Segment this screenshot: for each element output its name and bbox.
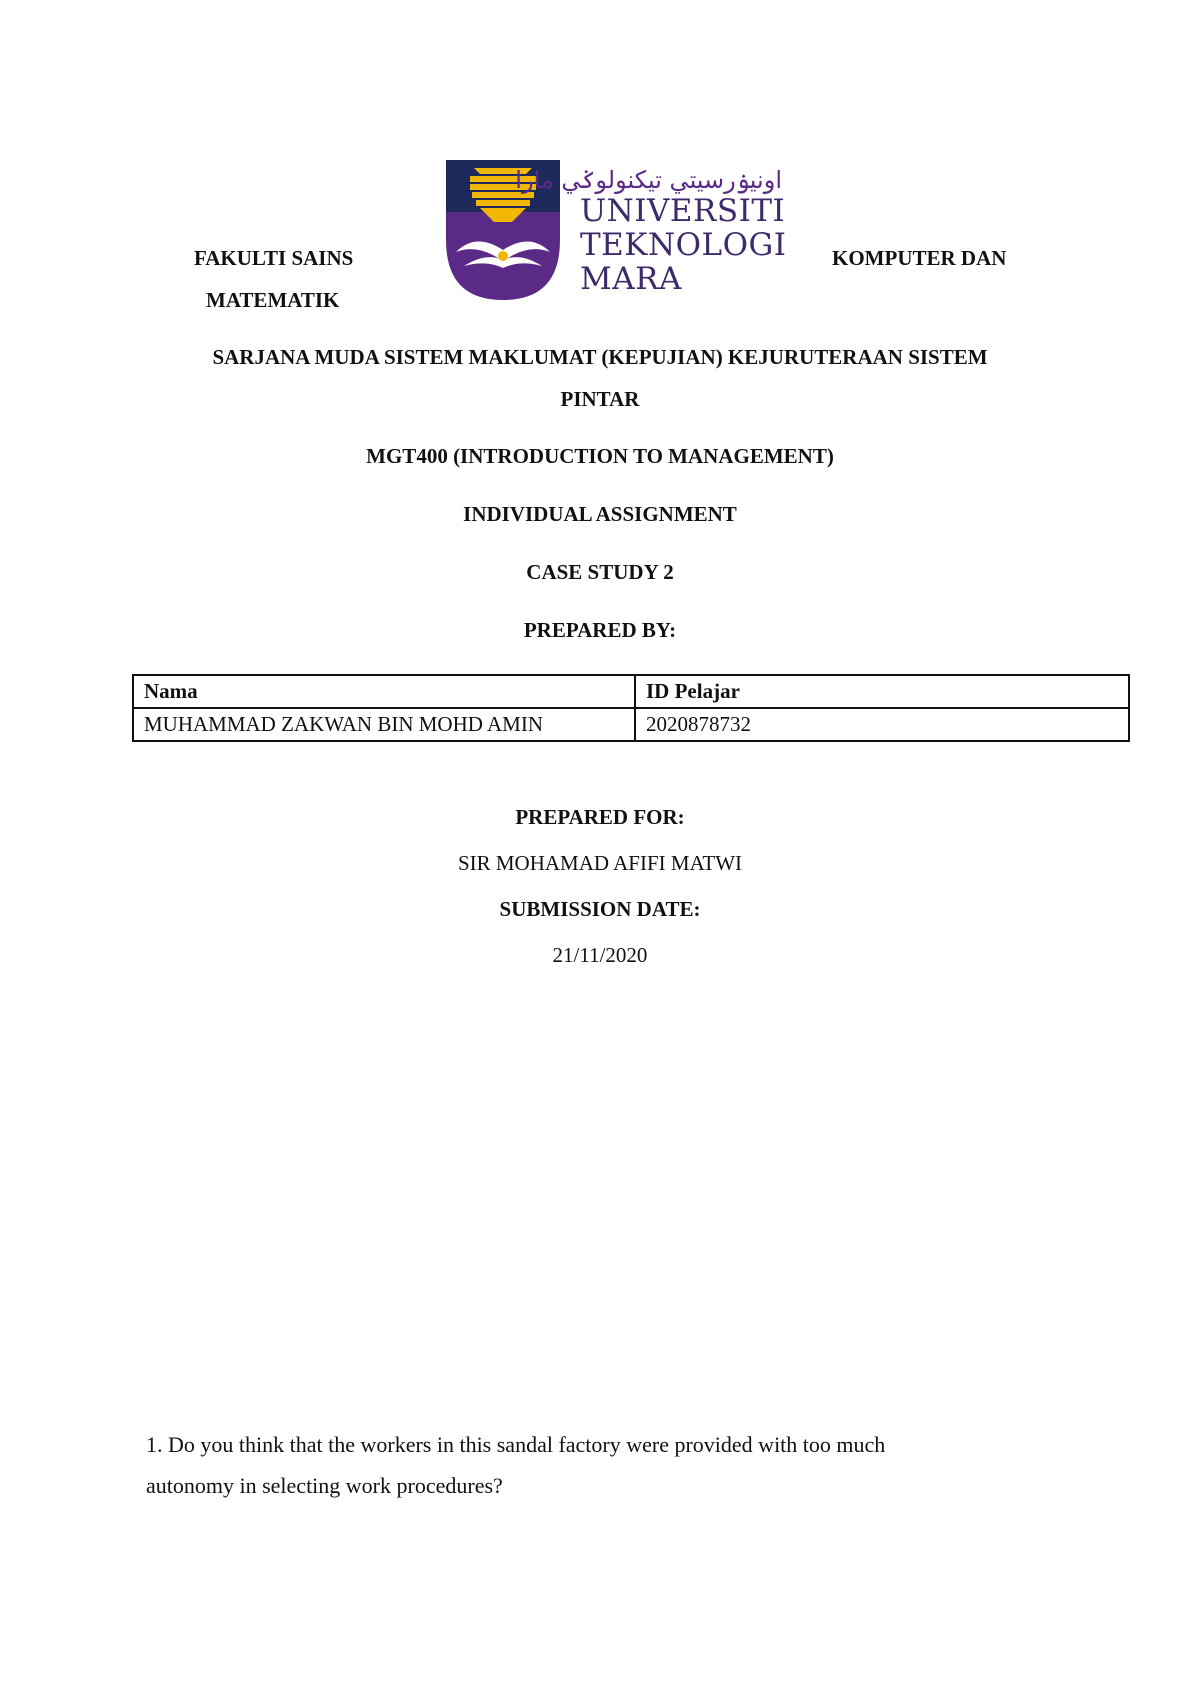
prepared-for-label: PREPARED FOR:	[515, 805, 685, 829]
faculty-name-part3: MATEMATIK	[206, 288, 340, 312]
student-name-cell: MUHAMMAD ZAKWAN BIN MOHD AMIN	[133, 708, 635, 741]
question-line2: autonomy in selecting work procedures?	[146, 1473, 503, 1498]
case-study-title: CASE STUDY 2	[526, 560, 674, 584]
svg-text:اونيۏرسيتي تيکنولوݢي مارا: اونيۏرسيتي تيکنولوݢي مارا	[515, 166, 782, 194]
column-header-nama: Nama	[133, 675, 635, 708]
submission-date: 21/11/2020	[552, 943, 648, 967]
question-line1: 1. Do you think that the workers in this sandal factory were provided with too much	[146, 1432, 886, 1457]
question-text	[146, 1424, 1046, 1506]
column-header-id: ID Pelajar	[635, 675, 1129, 708]
wordmark-line1: UNIVERSITI	[580, 193, 786, 229]
student-id-cell: 2020878732	[635, 708, 1129, 741]
programme-line2: PINTAR	[560, 387, 640, 411]
university-wordmark	[580, 194, 787, 296]
faculty-name-part2: KOMPUTER DAN	[832, 246, 1007, 270]
assignment-type: INDIVIDUAL ASSIGNMENT	[463, 502, 737, 526]
wordmark-line2: TEKNOLOGI	[580, 227, 787, 263]
lecturer-name: SIR MOHAMAD AFIFI MATWI	[457, 851, 743, 875]
university-logo	[446, 160, 786, 300]
programme-line1: SARJANA MUDA SISTEM MAKLUMAT (KEPUJIAN) KEJURUTERAAN SISTEM	[212, 345, 988, 369]
table-header-row	[133, 675, 1129, 708]
student-table	[132, 674, 1130, 742]
jawi-script-logo	[515, 160, 784, 196]
faculty-name-part1: FAKULTI SAINS	[194, 246, 354, 270]
wordmark-line3: MARA	[580, 261, 682, 297]
submission-date-label: SUBMISSION DATE:	[499, 897, 701, 921]
table-row	[133, 708, 1129, 741]
course-title: MGT400 (INTRODUCTION TO MANAGEMENT)	[366, 444, 834, 468]
prepared-by-label: PREPARED BY:	[523, 618, 677, 642]
